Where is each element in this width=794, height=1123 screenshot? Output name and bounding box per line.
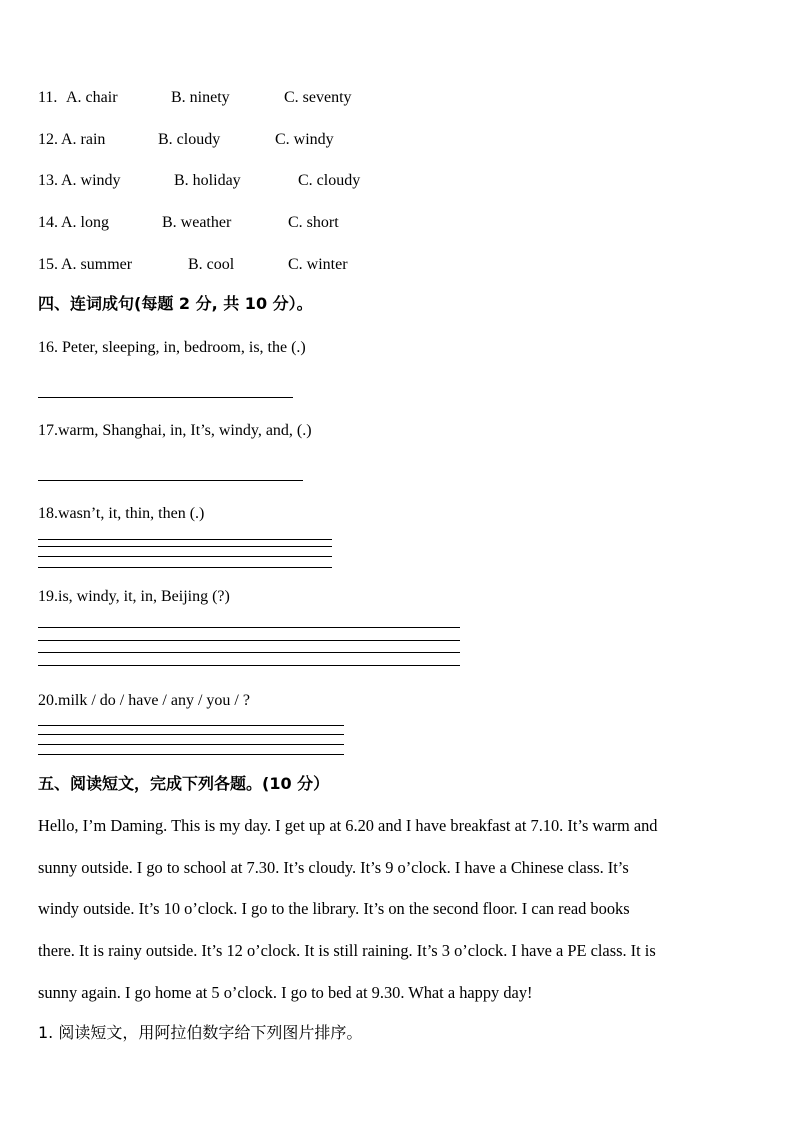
answer-line	[38, 627, 460, 628]
answer-line	[38, 567, 332, 568]
passage-line: there. It is rainy outside. It’s 12 o’clock. It is still raining. It’s 3 o’clock. I have a PE class. It is	[38, 941, 656, 960]
passage-line: sunny again. I go home at 5 o’clock. I go to bed at 9.30. What a happy day!	[38, 983, 533, 1002]
option-c: C. cloudy	[298, 172, 361, 189]
option-a: A. chair	[66, 89, 118, 106]
option-a: A. long	[61, 214, 109, 231]
answer-line	[38, 539, 332, 540]
answer-line	[38, 725, 344, 726]
option-c: C. winter	[288, 256, 348, 273]
option-b: B. cloudy	[158, 131, 221, 148]
option-a: A. summer	[61, 256, 133, 273]
answer-line	[38, 556, 332, 557]
sentence-question-18: 18.wasn’t, it, thin, then (.)	[38, 505, 205, 522]
option-b: B. holiday	[174, 172, 241, 189]
option-b: B. cool	[188, 256, 235, 273]
option-c: C. short	[288, 214, 339, 231]
answer-line	[38, 397, 293, 398]
answer-line	[38, 734, 344, 735]
passage-line: windy outside. It’s 10 o’clock. I go to the library. It’s on the second floor. I can read books	[38, 899, 630, 918]
answer-line	[38, 546, 332, 547]
option-c: C. seventy	[284, 89, 352, 106]
answer-line	[38, 744, 344, 745]
question-number: 13.	[38, 172, 58, 189]
section-5-title: 五、阅读短文，完成下列各题。(10 分）	[38, 774, 330, 793]
answer-line	[38, 640, 460, 641]
question-number: 14.	[38, 214, 58, 231]
sentence-question-17: 17.warm, Shanghai, in, It’s, windy, and, (.)	[38, 422, 312, 439]
answer-line	[38, 665, 460, 666]
answer-line	[38, 480, 303, 481]
option-c: C. windy	[275, 131, 334, 148]
question-number: 11.	[38, 89, 58, 106]
question-number: 12.	[38, 131, 58, 148]
answer-line	[38, 754, 344, 755]
option-b: B. ninety	[171, 89, 230, 106]
sentence-question-16: 16. Peter, sleeping, in, bedroom, is, the (.)	[38, 339, 306, 356]
sentence-question-19: 19.is, windy, it, in, Beijing (?)	[38, 588, 230, 605]
passage-line: sunny outside. I go to school at 7.30. It’s cloudy. It’s 9 o’clock. I have a Chinese class. It’s	[38, 858, 629, 877]
option-a: A. rain	[61, 131, 106, 148]
answer-line	[38, 652, 460, 653]
task-1-instruction: 1. 阅读短文，用阿拉伯数字给下列图片排序。	[38, 1023, 363, 1042]
section-4-title: 四、连词成句(每题 2 分, 共 10 分）。	[38, 294, 313, 313]
passage-line: Hello, I’m Daming. This is my day. I get up at 6.20 and I have breakfast at 7.10. It’s warm and	[38, 816, 658, 835]
sentence-question-20: 20.milk / do / have / any / you / ?	[38, 692, 250, 709]
option-b: B. weather	[162, 214, 232, 231]
question-number: 15.	[38, 256, 58, 273]
option-a: A. windy	[61, 172, 121, 189]
